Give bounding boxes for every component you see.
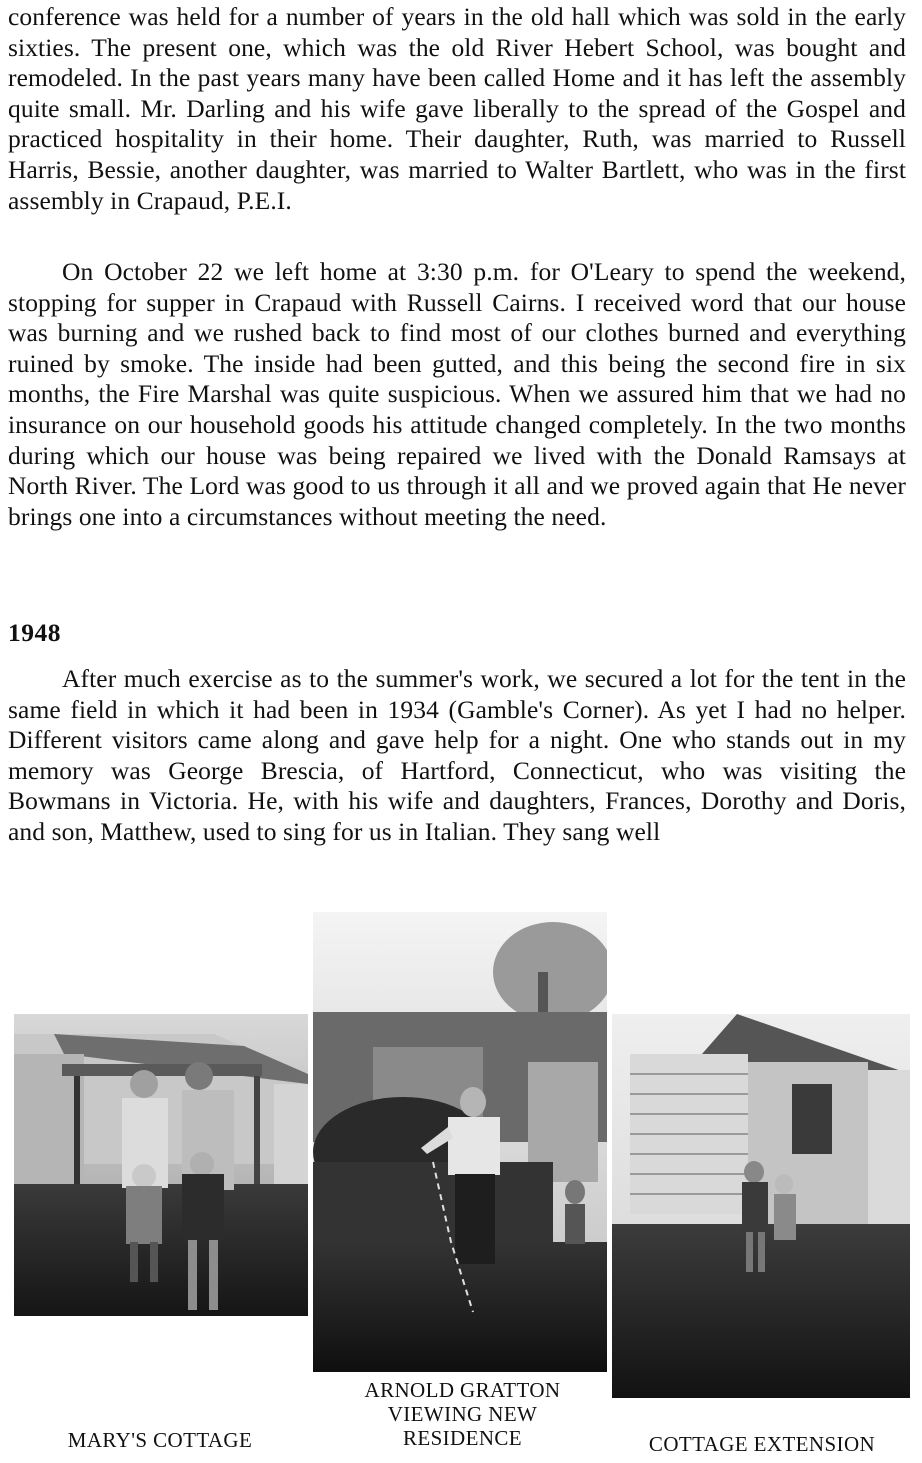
caption-cottage-extension — [612, 1432, 912, 1456]
paragraph-2-text: On October 22 we left home at 3:30 p.m. for O'Leary to spend the weekend, stopping for supper in Crapaud with Russell Cairns. I received word that our house was burning and we rushed back to find most of our clothes burned and everything ruined by smoke. The inside had been gutted, and this being the second fire in six months, the Fire Marshal was quite suspicious. When we assured him that we had no insurance on our household goods his attitude changed completely. In the two months during which our house was being repaired we lived with the Donald Ramsays at North River. The Lord was good to us through it all and we proved again that He never brings one into a circumstances without meeting the need. — [8, 257, 906, 531]
section-heading-1948: 1948 — [8, 618, 61, 647]
caption-marys-cottage — [10, 1428, 310, 1452]
caption-line: VIEWING NEW — [387, 1402, 538, 1426]
caption-line: RESIDENCE — [402, 1426, 523, 1450]
photo-arnold-gratton-image — [313, 912, 607, 1372]
photo-cottage-extension-image — [612, 1014, 910, 1398]
photo-marys-cottage — [14, 1014, 308, 1316]
paragraph-3 — [8, 664, 906, 884]
paragraph-3-text: After much exercise as to the summer's work, we secured a lot for the tent in the same field in which it had been in 1934 (Gamble's Corner). As yet I had no helper. Different visitors came along and gave help for a night. One who stands out in my memory was George Brescia, of Hartford, Connecticut, who was visiting the Bowmans in Victoria. He, with his wife and daughters, Frances, Dorothy and Doris, and son, Matthew, used to sing for us in Italian. They sang well — [8, 664, 906, 846]
photo-arnold-gratton — [313, 912, 607, 1372]
paragraph-1 — [8, 2, 906, 248]
caption-line: MARY'S COTTAGE — [67, 1428, 253, 1452]
caption-arnold-gratton — [310, 1378, 615, 1450]
caption-line: COTTAGE EXTENSION — [648, 1432, 876, 1456]
photo-marys-cottage-image — [14, 1014, 308, 1316]
caption-line: ARNOLD GRATTON — [364, 1378, 561, 1402]
photo-cottage-extension — [612, 1014, 910, 1398]
paragraph-1-text: conference was held for a number of years in the old hall which was sold in the early sixties. The present one, which was the old River Hebert School, was bought and remodeled. In the past years many have been called Home and it has left the assembly quite small. Mr. Darling and his wife gave liberally to the spread of the Gospel and practiced hospitality in their home. Their daughter, Ruth, was married to Russell Harris, Bessie, another daughter, was married to Walter Bartlett, who was in the first assembly in Crapaud, P.E.I. — [8, 2, 906, 215]
paragraph-2 — [8, 257, 906, 597]
